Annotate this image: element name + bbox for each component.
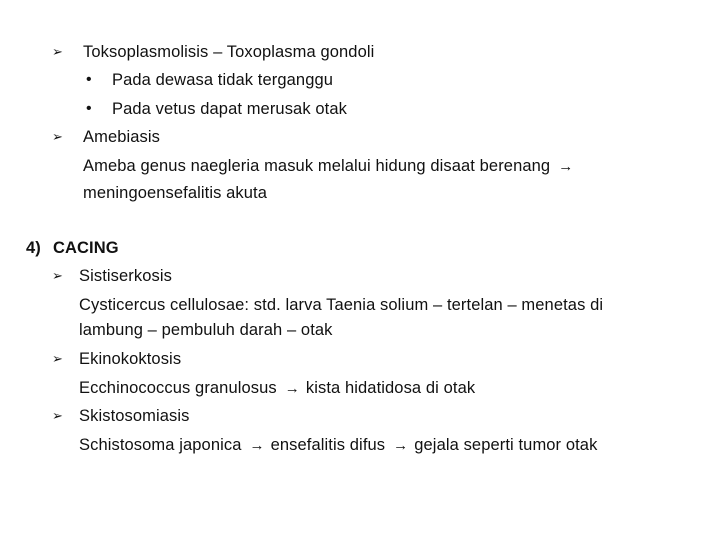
item-description bbox=[79, 295, 603, 315]
arrow-right-icon: → bbox=[393, 437, 409, 454]
section-title: CACING bbox=[53, 239, 119, 257]
description-text: Ecchinococcus granulosus bbox=[79, 379, 277, 397]
description-text: meningoensefalitis akuta bbox=[83, 184, 268, 202]
item-description bbox=[79, 320, 333, 340]
item-description bbox=[83, 156, 579, 177]
check-arrow-bullet-icon: ➢ bbox=[52, 268, 63, 283]
description-text: Cysticercus cellulosae: std. larva Taenia solium – tertelan – menetas di bbox=[79, 296, 604, 314]
sub-item-text: Pada vetus dapat merusak otak bbox=[112, 100, 347, 118]
check-arrow-bullet-icon: ➢ bbox=[52, 351, 63, 366]
description-text: kista hidatidosa di otak bbox=[305, 379, 476, 397]
section-heading bbox=[26, 238, 119, 258]
bullet-icon: • bbox=[86, 100, 92, 117]
description-text: Schistosoma japonica bbox=[79, 436, 242, 454]
section-number: 4) bbox=[26, 239, 41, 257]
check-arrow-bullet-icon: ➢ bbox=[52, 44, 63, 59]
arrow-right-icon: → bbox=[249, 437, 265, 454]
item-title: Amebiasis bbox=[83, 128, 161, 146]
description-text: lambung – pembuluh darah – otak bbox=[79, 321, 333, 339]
item-description bbox=[79, 435, 597, 456]
check-arrow-bullet-icon: ➢ bbox=[52, 408, 63, 423]
arrow-right-icon: → bbox=[284, 380, 300, 397]
item-title: Sistiserkosis bbox=[79, 267, 172, 285]
item-title: Toksoplasmolisis – Toxoplasma gondoli bbox=[83, 43, 375, 61]
item-title: Skistosomiasis bbox=[79, 407, 190, 425]
item-title: Ekinokoktosis bbox=[79, 350, 182, 368]
arrow-right-icon: → bbox=[558, 158, 574, 175]
description-text: ensefalitis difus bbox=[270, 436, 386, 454]
check-arrow-bullet-icon: ➢ bbox=[52, 129, 63, 144]
item-description bbox=[79, 378, 475, 399]
sub-item-text: Pada dewasa tidak terganggu bbox=[112, 71, 334, 89]
bullet-icon: • bbox=[86, 71, 92, 88]
description-text: Ameba genus naegleria masuk melalui hidung disaat berenang bbox=[83, 157, 551, 175]
item-description bbox=[83, 183, 267, 203]
description-text: gejala seperti tumor otak bbox=[414, 436, 598, 454]
